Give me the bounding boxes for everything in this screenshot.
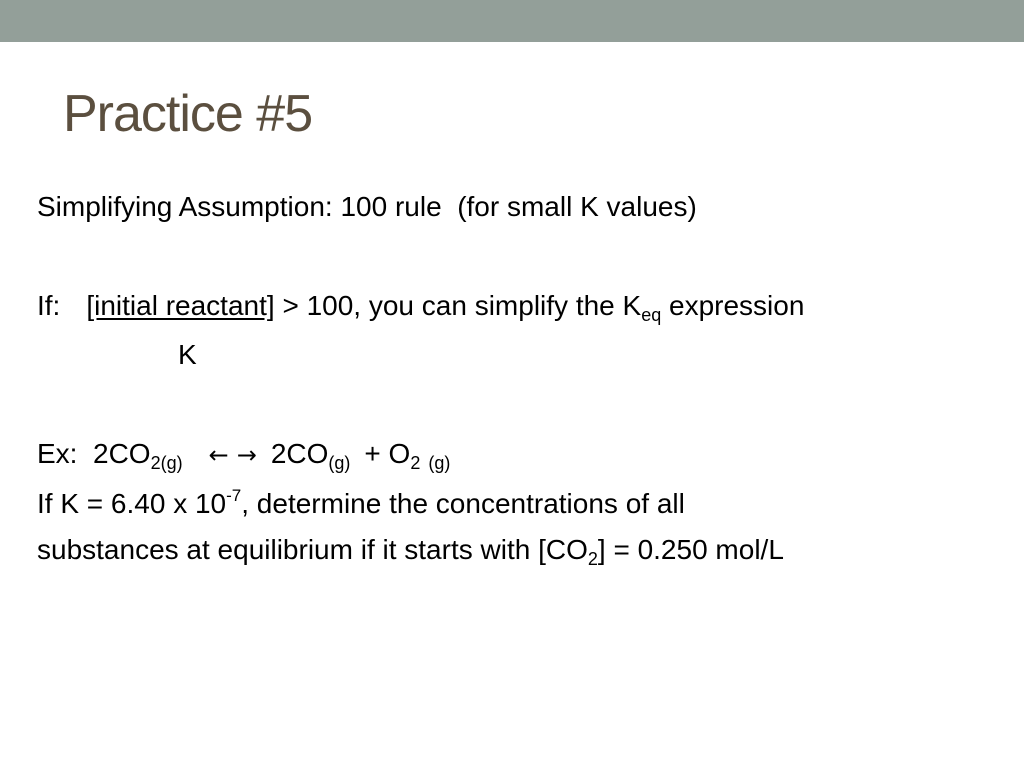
- condition-line: [37, 292, 804, 324]
- k-value-suffix: , determine the concentrations of all: [241, 488, 685, 519]
- co2-subscript: 2: [587, 549, 598, 569]
- concentration-prefix: substances at equilibrium if it starts with [CO: [37, 534, 588, 565]
- concentration-suffix: ] = 0.250 mol/L: [597, 534, 784, 565]
- exponent: -7: [226, 486, 242, 505]
- arrow-left-icon: ←: [208, 441, 229, 469]
- assumption-text: Simplifying Assumption: 100 rule (for small K values): [37, 191, 697, 222]
- if-label: If:: [37, 290, 61, 321]
- example-equation: [37, 440, 450, 472]
- k-value-line: [37, 487, 685, 518]
- o2-subscript: 2: [410, 453, 421, 473]
- arrow-right-icon: →: [236, 441, 257, 469]
- k-denominator: [178, 341, 197, 369]
- example-product-o2: + O: [364, 438, 411, 469]
- keq-subscript: eq: [641, 305, 662, 325]
- assumption-line: [37, 193, 697, 221]
- condition-middle: > 100, you can simplify the K: [274, 290, 642, 321]
- example-product-co: 2CO: [270, 438, 329, 469]
- k-label: K: [178, 339, 197, 370]
- k-value-prefix: If K = 6.40 x 10: [37, 488, 227, 519]
- initial-concentration-line: [37, 536, 784, 568]
- example-reactant: Ex: 2CO: [37, 438, 151, 469]
- condition-suffix: expression: [661, 290, 805, 321]
- reactant-subscript: 2(g): [150, 453, 183, 473]
- initial-reactant-label: [initial reactant]: [86, 290, 275, 321]
- o2-state: (g): [428, 453, 451, 473]
- product-co-subscript: (g): [328, 453, 351, 473]
- top-bar: [0, 0, 1024, 42]
- slide-title: Practice #5: [63, 85, 313, 143]
